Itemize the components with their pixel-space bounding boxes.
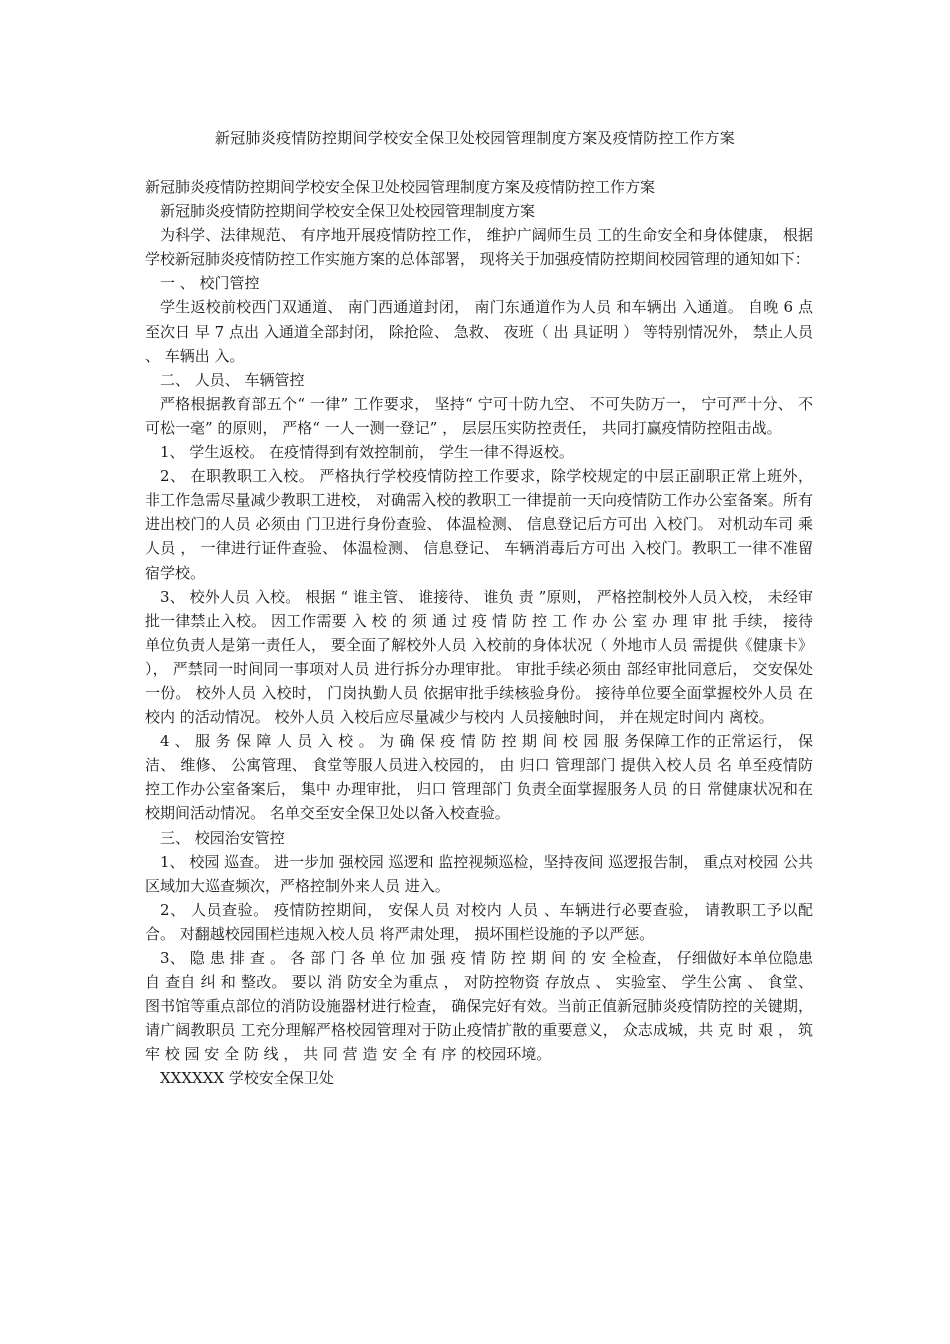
section-heading-security: 三、 校园治安管控 [160, 828, 285, 847]
paragraph-subtitle: 新冠肺炎疫情防控期间学校安全保卫处校园管理制度方案及疫情防控工作方案 [145, 178, 656, 196]
paragraph-item-2: 2、 在职教职工入校。 严格执行学校疫情防控工作要求，除学校规定的中层正副职正常上班外， 非工作急需尽量减少教职工进校， 对确需入校的教职工一律提前一天向疫情防工作办公室备案。所有进出校门的人员 必须由 门卫进行身份查验、 体温检测、 信息登记后方可出 入校门。 对机动车司 乘人员 ， 一律进行证件查验、 体温检测、 信息登记、 车辆消毒后方可出 入校门。教职工一律不准留宿学校。 [145, 467, 813, 582]
paragraph-security-3: 3、 隐 患 排 查 。 各 部 门 各 单 位 加 强 疫 情 防 控 期 间 的 安 全检查， 仔细做好本单位隐患 自 查自 纠 和 整改。 要以 消 防安全为重点 ， 对防控物资 存放点 、 实验室、 学生公寓 、 食堂、 图书馆等重点部位的消防设施器材进行检查， 确保完好有效。当前正值新冠肺炎疫情防控的关键期， 请广阔教职员 工充分理解严格校园管理对于防止疫情扩散的重要意义， 众志成城，共 克 时 艰 ， 筑 牢 校 园 安 全 防 线 ， 共 同 营 造 安 全 有 序 的校园环境。 [145, 949, 813, 1064]
paragraph-item-1: 1、 学生返校。 在疫情得到有效控制前， 学生一律不得返校。 [160, 443, 574, 462]
paragraph-security-2: 2、 人员查验。 疫情防控期间， 安保人员 对校内 人员 、车辆进行必要查验， 请教职工予以配合。 对翻越校园围栏违规入校人员 将严肃处理， 损坏围栏设施的予以严惩。 [145, 900, 813, 943]
document-title: 新冠肺炎疫情防控期间学校安全保卫处校园管理制度方案及疫情防控工作方案 [214, 129, 736, 147]
paragraph-plan-title: 新冠肺炎疫情防控期间学校安全保卫处校园管理制度方案 [160, 202, 536, 221]
paragraph-intro: 为科学、法律规范、 有序地开展疫情防控工作， 维护广阔师生员 工的生命安全和身体健康， 根据学校新冠肺炎疫情防控工作实施方案的总体部署， 现将关于加强疫情防控期间校园管理的通知如下： [145, 226, 813, 269]
paragraph-principle: 严格根据教育部五个“ 一律” 工作要求， 坚持“ 宁可十防九空、 不可失防万一， 宁可严十分、 不可松一毫” 的原则， 严格“ 一人一测一登记” ， 层层压实防控责任， 共同打赢疫情防控阻击战。 [145, 394, 813, 437]
paragraph-gate: 学生返校前校西门双通道、 南门西通道封闭， 南门东通道作为人员 和车辆出 入通道。 自晚 6 点至次日 早 7 点出 入通道全部封闭， 除抢险、 急救、 夜班（ 出 具证明 ） 等特别情况外， 禁止人员 、 车辆出 入。 [145, 298, 813, 365]
section-heading-personnel: 二、 人员、 车辆管控 [160, 370, 305, 389]
paragraph-item-4: 4 、 服 务 保 障 人 员 入 校 。 为 确 保 疫 情 防 控 期 间 校 园 服 务保障工作的正常运行， 保洁、 维修、 公寓管理、 食堂等服人员进入校园的， 由 归口 管理部门 提供入校人员 名 单至疫情防控工作办公室备案后， 集中 办理审批， 归口 管理部门 负责全面掌握服务人员 的日 常健康状况和在校期间活动情况。 名单交至安全保卫处以备入校查验。 [145, 732, 813, 823]
paragraph-item-3: 3、 校外人员 入校。 根据 “ 谁主管、 谁接待、 谁负 责 ”原则， 严格控制校外人员入校， 未经审批一律禁止入校。 因工作需要 入 校 的 须 通 过 疫 情 防 控 工 作 办 公 室 办 理 审 批 手续， 接待单位负责人是第一责任人， 要全面了解校外人员 入校前的身体状况（ 外地市人员 需提供《健康卡》 ）， 严禁同一时间同一事项对人员 进行拆分办理审批。 审批手续必须由 部经审批同意后， 交安保处一份。 校外人员 入校时， 门岗执勤人员 依据审批手续核验身份。 接待单位要全面掌握校外人员 在校内 的活动情况。 校外人员 入校后应尽量减少与校内 人员接触时间， 并在规定时间内 离校。 [145, 587, 813, 727]
document-body [145, 175, 813, 1091]
section-heading-gate: 一 、 校门管控 [160, 274, 260, 293]
paragraph-security-1: 1、 校园 巡查。 进一步加 强校园 巡逻和 监控视频巡检，坚持夜间 巡逻报告制， 重点对校园 公共区域加大巡查频次，严格控制外来人员 进入。 [145, 852, 813, 895]
document-signature: XXXXXX 学校安全保卫处 [160, 1069, 334, 1088]
